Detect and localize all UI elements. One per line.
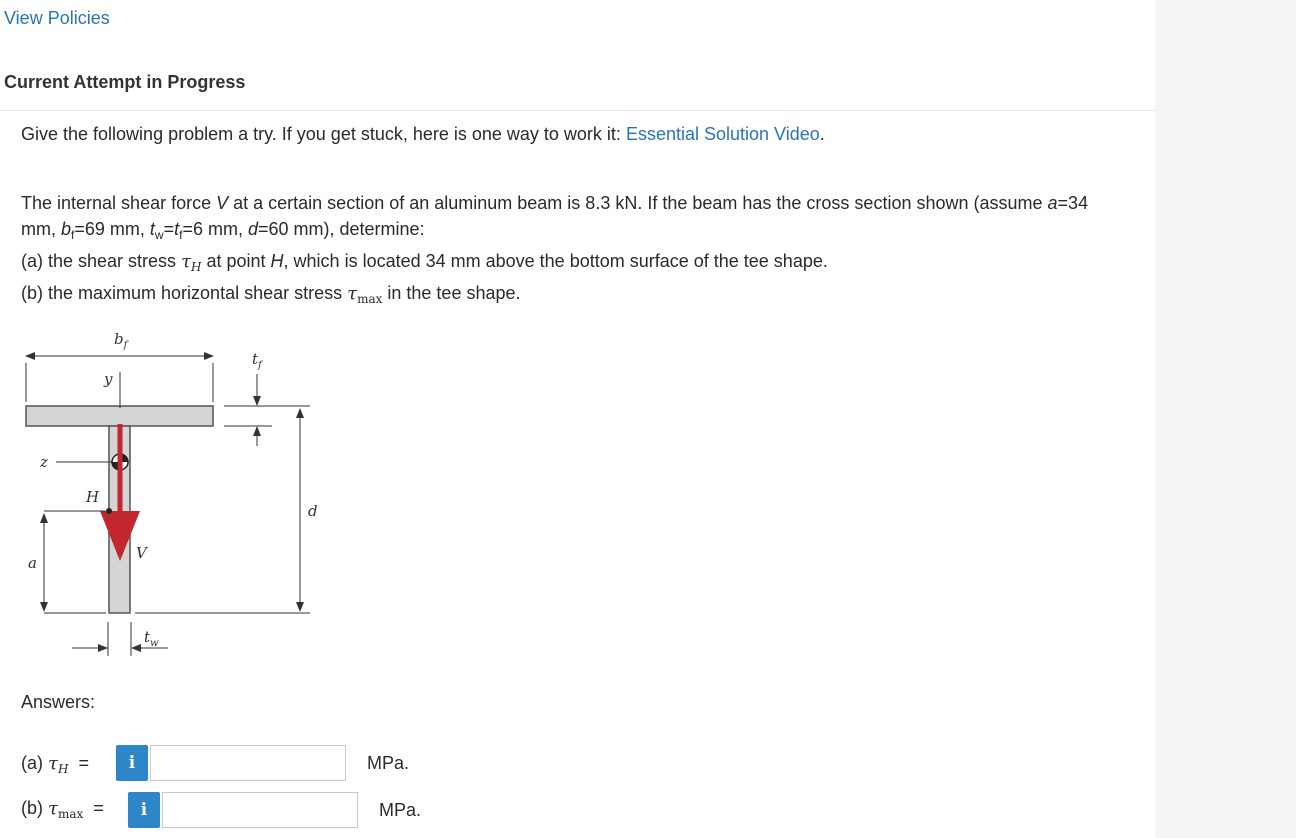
var-a: a [1047,193,1058,213]
d-label: d [308,502,318,520]
tw-label: $t_w$ [144,628,159,649]
bf-label: $b_f$ [114,330,128,351]
problem-text: (a) the shear stress [21,251,182,271]
problem-text: at point [201,251,271,271]
sub-H: H [191,260,202,274]
sub-H: H [57,762,69,776]
var-t: t [149,219,155,239]
problem-text: =69 mm, [74,219,150,239]
answer-row-b [21,790,441,830]
answer-b-label [21,798,104,821]
symbol-tau: τ [347,283,358,304]
problem-text: =60 mm), determine: [257,219,425,239]
essential-solution-video-link[interactable]: Essential Solution Video [625,124,820,144]
sub-f: f [179,228,183,242]
var-H: H [270,251,284,271]
var-V: V [216,193,229,213]
info-icon[interactable]: i [128,792,160,828]
view-policies-link[interactable]: View Policies [4,8,110,28]
problem-text: at a certain section of an aluminum beam is 8.3 kN. If the beam has the cross section shown (assume [228,193,1048,213]
var-t: t [174,219,180,239]
tee-cross-section-figure [20,326,340,676]
answer-a-input[interactable] [150,745,346,781]
problem-text: =34 [1057,193,1089,213]
equals-sign: = [68,753,89,773]
intro-period: . [819,124,825,144]
intro-text [21,124,825,145]
problem-text: mm, [21,219,61,239]
answer-a-unit: MPa. [367,753,410,773]
sub-w: w [154,228,164,242]
attempt-title: Current Attempt in Progress [4,72,246,92]
answer-b-unit: MPa. [379,800,422,820]
problem-text: in the tee shape. [382,283,521,303]
symbol-tau: τ [181,251,192,272]
symbol-tau: τ [48,753,58,774]
answer-b-prefix: (b) [21,798,48,818]
a-label: a [28,554,37,572]
point-H [106,508,112,514]
answer-a-prefix: (a) [21,753,48,773]
problem-statement [21,190,1131,312]
var-d: d [247,219,258,239]
var-b: b [61,219,72,239]
sub-max: max [357,292,383,306]
answers-label: Answers: [21,692,96,712]
problem-text: = [163,219,175,239]
intro-sentence: Give the following problem a try. If you get stuck, here is one way to work it: [21,124,626,144]
answer-a-label [21,753,89,776]
problem-text: =6 mm, [182,219,248,239]
flange-shape [26,406,213,426]
sub-max: max [57,807,84,821]
problem-text: , which is located 34 mm above the bottom surface of the tee shape. [283,251,828,271]
sub-f: f [71,228,75,242]
divider [0,110,1155,111]
answer-row-a [21,745,441,785]
H-label: H [86,488,100,506]
V-label: V [136,544,147,562]
z-label: z [40,453,48,471]
y-label: y [104,370,113,388]
problem-text: (b) the maximum horizontal shear stress [21,283,348,303]
info-icon[interactable]: i [116,745,148,781]
tf-label: $t_f$ [252,350,262,371]
problem-text: The internal shear force [21,193,217,213]
symbol-tau: τ [48,798,58,819]
answer-b-input[interactable] [162,792,358,828]
equals-sign: = [83,798,104,818]
